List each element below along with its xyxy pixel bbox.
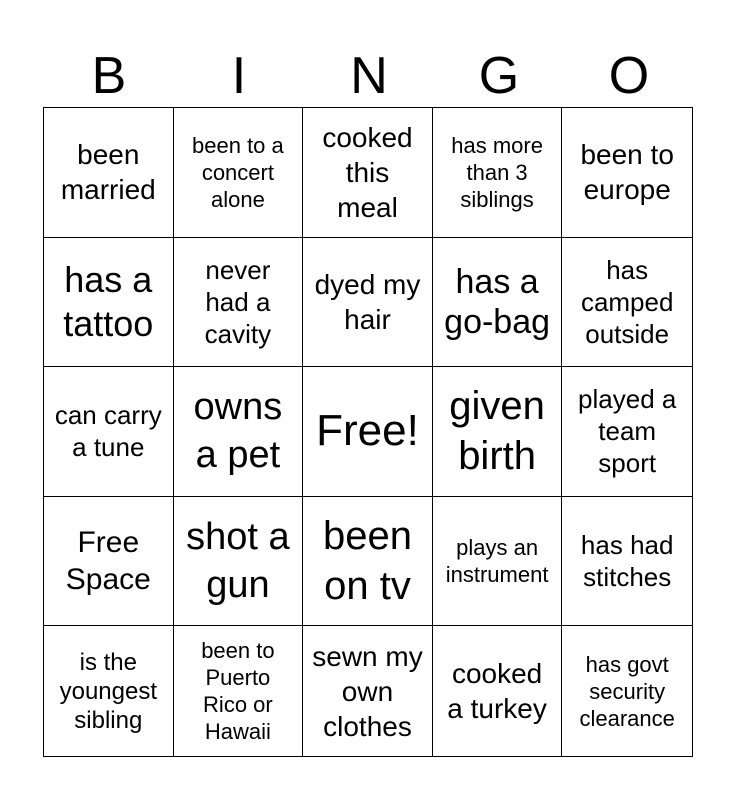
- bingo-cell[interactable]: [433, 108, 563, 238]
- bingo-cell[interactable]: [44, 497, 174, 627]
- free-cell-text: Free!: [316, 406, 419, 456]
- cell-text: has a tattoo: [63, 258, 154, 344]
- bingo-cell[interactable]: [303, 108, 433, 238]
- header-letter-o: O: [608, 47, 650, 105]
- header-letter-n: N: [350, 47, 388, 105]
- bingo-cell[interactable]: [433, 367, 563, 497]
- cell-text: been to Puerto Rico or Hawaii: [201, 638, 275, 745]
- bingo-cell[interactable]: [174, 367, 304, 497]
- bingo-cell[interactable]: [303, 238, 433, 368]
- cell-text: plays an instrument: [445, 535, 549, 588]
- cell-text: has a go-bag: [444, 262, 551, 341]
- cell-text: is the youngest sibling: [59, 648, 157, 734]
- header-letter-b: B: [91, 47, 127, 105]
- cell-text: played a team sport: [578, 384, 677, 479]
- cell-text: been married: [60, 139, 156, 206]
- bingo-cell[interactable]: [303, 367, 433, 497]
- bingo-cell[interactable]: [433, 238, 563, 368]
- cell-text: has more than 3 siblings: [451, 132, 543, 212]
- bingo-cell[interactable]: [174, 497, 304, 627]
- cell-text: sewn my own clothes: [312, 640, 423, 742]
- bingo-cell[interactable]: [562, 108, 692, 238]
- cell-text: been on tv: [323, 514, 412, 609]
- bingo-cell[interactable]: [562, 626, 692, 756]
- cell-text: Free Space: [65, 526, 151, 597]
- cell-text: shot a gun: [186, 516, 290, 607]
- header-letter-i: I: [231, 47, 247, 105]
- bingo-cell[interactable]: [44, 108, 174, 238]
- cell-text: never had a cavity: [204, 254, 272, 349]
- cell-text: dyed my hair: [314, 268, 421, 335]
- bingo-cell[interactable]: [562, 497, 692, 627]
- bingo-cell[interactable]: [303, 626, 433, 756]
- bingo-cell[interactable]: [174, 108, 304, 238]
- cell-text: has camped outside: [580, 254, 674, 349]
- cell-text: given birth: [449, 384, 545, 479]
- bingo-cell[interactable]: [174, 626, 304, 756]
- bingo-cell[interactable]: [562, 238, 692, 368]
- cell-text: can carry a tune: [54, 400, 162, 463]
- cell-text: been to europe: [580, 139, 674, 206]
- bingo-cell[interactable]: [44, 238, 174, 368]
- bingo-cell[interactable]: [433, 626, 563, 756]
- bingo-cell[interactable]: [174, 238, 304, 368]
- cell-text: cooked a turkey: [447, 658, 547, 725]
- bingo-cell[interactable]: [562, 367, 692, 497]
- cell-text: been to a concert alone: [192, 132, 284, 212]
- bingo-cell[interactable]: [303, 497, 433, 627]
- cell-text: has govt security clearance: [579, 651, 675, 731]
- cell-text: has had stitches: [580, 530, 674, 593]
- bingo-cell[interactable]: [44, 626, 174, 756]
- bingo-cell[interactable]: [44, 367, 174, 497]
- bingo-board: [43, 107, 693, 757]
- bingo-cell[interactable]: [433, 497, 563, 627]
- cell-text: owns a pet: [193, 386, 283, 477]
- header-letter-g: G: [478, 47, 520, 105]
- bingo-header: [44, 46, 694, 106]
- cell-text: cooked this meal: [322, 121, 413, 223]
